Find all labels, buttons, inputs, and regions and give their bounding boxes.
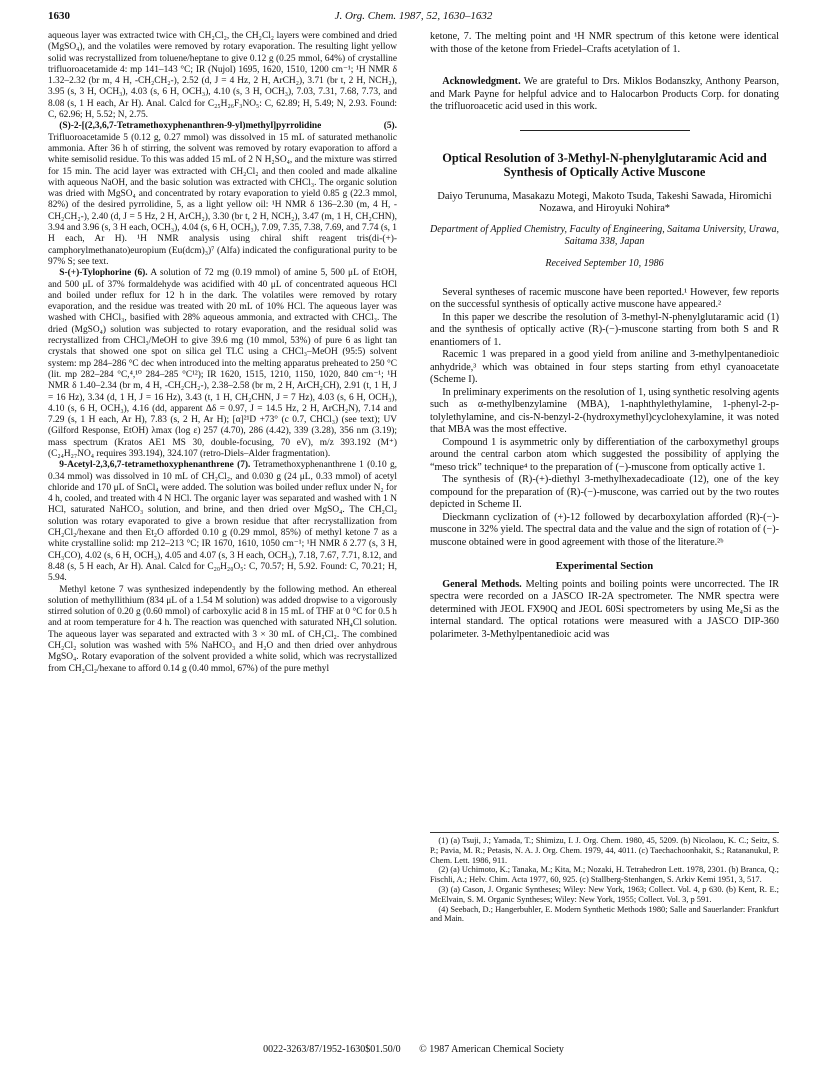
paragraph-text: Tetramethoxyphenanthrene 1 (0.10 g, 0.34 mmol) was dissolved in 10 mL of CH₂Cl₂, and 0.030 g (24 μL, 0.33 mmol) of acetyl chloride and 170 μL of SnCl₄ were added. The solution was boiled under reflux under N₂ for 4 h, cooled, and treated with 4 N HCl. The organic layer was separated and washed with 1 N HCl, saturated NaHCO₃ solution, and brine, and then dried over MgSO₄. The CH₂Cl₂ solution was rotary evaporated to give a brown residue that after recrystallization from CH₂Cl₂/hexane and then Et₂O afforded 0.10 g (0.29 mmol, 85%) of methyl ketone 7 as a white crystalline solid: mp 212–213 °C; IR 1670, 1610, 1050 cm⁻¹; ¹H NMR δ 2.77 (s, 3 H, CH₃CO), 4.02 (s, 6 H, OCH₃), 4.05 and 4.07 (s, 3 H each, OCH₃), 7.18, 7.67, 7.71, 8.12, and 8.48 (s, 5 H each, Ar H). Anal. Calcd for C₂₀H₂₀O₅: C, 70.57; H, 5.92. Found: C, 70.21; H, 5.94. — [48, 460, 397, 584]
paragraph — [430, 31, 779, 56]
left-column — [48, 31, 397, 675]
right-column — [430, 31, 779, 641]
paragraph — [48, 268, 397, 460]
paragraph: In this paper we describe the resolution of 3-methyl-N-phenylglutaramic acid (1) and the synthesis of optically active (R)-(−)-muscone starting from both S and R enantiomers of 1. — [430, 311, 779, 348]
received-date: Received September 10, 1986 — [545, 257, 664, 269]
experimental-heading: Experimental Section — [555, 561, 654, 573]
reference-item: (1) (a) Tsuji, J.; Yamada, T.; Shimizu, I. J. Org. Chem. 1980, 45, 5209. (b) Nicolaou, K. C.; Seitz, S. P.; Pavia, M. R.; Petasis, N. A. J. Org. Chem. 1979, 44, 4011. (c) Taechachoonhakit, S.; Ratananukul, P. Chem. Lett. 1986, 911. — [430, 836, 779, 865]
paragraph: Dieckmann cyclization of (+)-12 followed by decarboxylation afforded (R)-(−)-muscone in 32% yield. The spectral data and the value and the sign of rotation of (−)-muscone obtained were in good agreement with those of the literature.²ᵇ — [430, 511, 779, 548]
compound-heading: (S)-2-[(2,3,6,7-Tetramethoxyphenanthren-9-yl)methyl]pyrrolidine (5). — [59, 121, 397, 132]
paragraph: The synthesis of (R)-(+)-diethyl 3-methylhexadecadioate (12), one of the key compound for the preparation of (R)-(−)-muscone, was carried out by the two routes depicted in Scheme II. — [430, 474, 779, 511]
reference-item: (3) (a) Cason, J. Organic Syntheses; Wiley: New York, 1963; Collect. Vol. 4, p 630. (b) Kent, R. E.; McElvain, S. M. Organic Syntheses; Wiley: New York, 1955; Collect. Vol. 3, p 591. — [430, 884, 779, 904]
paragraph: Several syntheses of racemic muscone have been reported.¹ However, few reports on the successful synthesis of optically active muscone have appeared.² — [430, 286, 779, 311]
article-authors: Daiyo Terunuma, Masakazu Motegi, Makoto Tsuda, Takeshi Sawada, Hiromichi Nozawa, and Hiroyuki Nohira* — [437, 190, 772, 215]
reference-item: (4) Seebach, D.; Hangerbuhler, E. Modern Synthetic Methods 1980; Salle and Sauerlander: Frankfurt and Main. — [430, 904, 779, 924]
article-affiliation: Department of Applied Chemistry, Faculty of Engineering, Saitama University, Urawa, Saitama 338, Japan — [430, 223, 779, 247]
article-title: Optical Resolution of 3-Methyl-N-phenylglutaramic Acid and Synthesis of Optically Active Muscone — [442, 150, 767, 179]
paragraph: Compound 1 is asymmetric only by differentiation of the carboxymethyl groups around the central carbon atom which suggested the possibility of applying the “meso trick” technique⁴ to the preparation of (−)-muscone from optically active 1. — [430, 436, 779, 473]
general-methods-label: General Methods. — [442, 578, 522, 590]
references — [430, 832, 779, 924]
paragraph-text: ketone, 7. The melting point and ¹H NMR spectrum of this ketone were identical with those of the ketone from Friedel–Crafts acetylation of 1. — [430, 31, 779, 55]
paragraph — [48, 460, 397, 584]
paragraph — [48, 31, 397, 121]
paragraph — [48, 585, 397, 675]
reference-item: (2) (a) Uchimoto, K.; Tanaka, M.; Kita, M.; Nozaki, H. Tetrahedron Lett. 1978, 2301. (b) Branca, Q.; Fischli, A.; Helv. Chim. Acta 1977, 60, 925. (c) Stallberg-Stenhangen, S. Arkiv Kemi 1951, 3, 517. — [430, 865, 779, 885]
article-body — [430, 287, 779, 641]
page-header — [48, 10, 779, 30]
paragraph: In preliminary experiments on the resolution of 1, using synthetic resolving agents such as α-methylbenzylamine (MBA), 1-naphthylethylamine, 1-phenyl-2-p-tolylethylamine, and cis-N-benzyl-2-(hydroxymethyl)cyclohexylamine, it was noted that MBA was the most effective. — [430, 386, 779, 436]
paragraph — [430, 579, 779, 642]
article-divider — [520, 130, 690, 131]
journal-reference: J. Org. Chem. 1987, 52, 1630–1632 — [334, 10, 493, 22]
paragraph-text: Methyl ketone 7 was synthesized independently by the following method. An ethereal solution of methyllithium (834 μL of a 1.54 M solution) was added dropwise to a vigorously stirred solution of 0.20 g (0.60 mmol) of carboxylic acid 8 in 15 mL of THF at 0 °C for 0.5 h and at room temperature for 4 h. The reaction was quenched with saturated NH₄Cl solution. The aqueous layer was separated and extracted with 3 × 30 mL of CH₂Cl₂. The combined CH₂Cl₂ solution was washed with 5% NaHCO₃ and H₂O and then dried over anhydrous MgSO₄. Rotary evaporation of the solvent provided a white solid, which was recrystallized from CH₂Cl₂/hexane to afford 0.14 g (0.40 mmol, 67%) of the pure methyl — [48, 584, 397, 674]
right-column-top — [430, 31, 779, 114]
page-number: 1630 — [48, 10, 70, 22]
paragraph-text: Trifluoroacetamide 5 (0.12 g, 0.27 mmol) was dissolved in 15 mL of saturated methanolic ammonia. After 36 h of stirring, the solvent was removed by rotary evaporation to afford a white semisolid residue. To this was added 15 mL of 2 N H₂SO₄, and the mixture was stirred for 15 min. The acid layer was extracted with CH₂Cl₂ and then cooled and made alkaline with aqueous NaOH, and the basic solution was extracted with CHCl₃. The organic solution was dried with MgSO₄ and concentrated by rotary evaporation to yield 0.85 g (22.3 mmol, 82%) of the desired pyrrolidine, 5, as a light yellow oil: ¹H NMR δ 136–2.30 (m, 4 H, -CH₂CH₂-), 2.40 (d, J = 5 Hz, 2 H, ArCH₂), 3.30 (br t, 2 H, NCH₂), 3.47 (m, 1 H, CH₂CHN), 3.94 and 3.96 (s, 3 H each, OCH₃), 4.04 (s, 6 H, OCH₃), 7.09, 7.35, 7.38, 7.69, and 7.74 (s, 1 H each, Ar H). ¹H NMR analysis using chiral shift reagent tris(di-(+)-camphorylmethanato)europium (Eu(dcm)₃)⁷ (Alfa) indicated the configurational purity to be 97% S; see text. — [48, 132, 397, 267]
copyright: © 1987 American Chemical Society — [419, 1044, 564, 1055]
compound-heading: 9-Acetyl-2,3,6,7-tetramethoxyphenanthrene (7). — [59, 460, 251, 471]
paragraph-text: aqueous layer was extracted twice with CH₂Cl₂, the CH₂Cl₂ layers were combined and dried (MgSO₄), and the volatiles were removed by rotary evaporation. The resulting light yellow solid was recrystallized from toluene/heptane to give 0.12 g (0.25 mmol, 64%) of crystalline trifluoroacetamide 4: mp 141–143 °C; IR (Nujol) 1695, 1620, 1510, 1200 cm⁻¹; ¹H NMR δ 1.32–2.32 (br m, 4 H, -CH₂CH₂-), 2.52 (d, J = 4 Hz, 2 H, ArCH₂), 3.71 (br t, 2 H, NCH₂), 3.95 (s, 3 H, OCH₃), 4.03 (s, 6 H, OCH₃), 4.10 (s, 3 H, OCH₃), 7.03, 7.31, 7.68, 7.73, and 8.08 (s, 1 H each, Ar H). Anal. Calcd for C₂₅H₂₆F₃NO₅: C, 62.89; H, 5.49; N, 2.93. Found: C, 62.96; H, 5.52; N, 2.75. — [48, 31, 397, 121]
issn-code: 0022-3263/87/1952-1630$01.50/0 — [263, 1044, 401, 1055]
paragraph: Racemic 1 was prepared in a good yield from aniline and 3-methylpentanedioic anhydride,³ which was obtained in four steps starting from ethyl cyanoacetate (Scheme I). — [430, 349, 779, 386]
acknowledgment-text: We are grateful to Drs. Miklos Bodanszky, Anthony Pearson, and Mark Payne for helpful advice and to Halocarbon Products Corp. for donating the trifluoroacetic acid used in this work. — [430, 76, 779, 112]
paragraph-text: A solution of 72 mg (0.19 mmol) of amine 5, 500 μL of EtOH, and 500 μL of 37% formaldehyde was acidified with 40 μL of concentrated aqueous HCl and boiled under reflux for 12 h in the dark. The volatiles were removed by rotary evaporation, and the residue was treated with 20 mL of 10% HCl. The aqueous layer was washed with CHCl₃, basified with 28% aqueous ammonia, and extracted with CHCl₃. The dried (MgSO₄) solution was subjected to rotary evaporation, and the residual solid was recrystallized from CHCl₃/MeOH to give 39.6 mg (10 mmol, 53%) of pure 6 as light tan crystals that showed one spot on silica gel TLC using a CHCl₃–MeOH (95:5) solvent system: mp 284–286 °C dec when introduced into the melting apparatus preheated to 250 °C (lit. mp 282–284 °C,⁴,¹⁰ 284–285 °C¹²); IR 1620, 1515, 1210, 1150, 1020, 840 cm⁻¹; ¹H NMR δ 1.40–2.34 (br m, 4 H, -CH₂CH₂-), 2.38–2.58 (br m, 2 H, ArCH₂CH), 2.91 (t, 1 H, J = 16 Hz), 3.34 (d, 1 H, J = 16 Hz), 3.43 (t, 1 H, CH₂CHN, J = 7 Hz), 4.03 (s, 6 H, OCH₃), 4.10 (s, 6 H, OCH₃), 4.16 (dd, apparent Δδ = 0.97, J = 14.5 Hz, 2 H, ArCH₂N), 7.14 and 7.29 (s, 1 H each, Ar H), 7.83 (s, 2 H, Ar H); [α]²¹D +73° (c 0.7, CHCl₃) (see text); UV (Gilford Response, EtOH) λmax (log ε) 257 (4.70), 286 (4.42), 339 (3.28), 356 nm (3.19); mass spectrum (Kratos AE1 MS 30, double-focusing, 70 eV), m/z 393.192 (M⁺) (C₂₄H₂₇NO₄ requires 393.194), 324.107 (retro-Diels–Alder fragmentation). — [48, 268, 397, 459]
compound-heading: S-(+)-Tylophorine (6). — [59, 268, 148, 279]
page-footer — [48, 1044, 779, 1055]
acknowledgment — [430, 76, 779, 114]
paragraph-text: Melting points and boiling points were uncorrected. The IR spectra were recorded on a JASCO IR-2A spectrometer. The NMR spectra were determined with JEOL FX90Q and JEOL 60Si spectrometers by using Me₄Si as the internal standard. The optical rotations were measured with a JASCO DIP-360 polarimeter. 3-Methylpentanedioic acid was — [430, 578, 780, 640]
acknowledgment-label: Acknowledgment. — [442, 76, 521, 87]
paragraph — [48, 121, 397, 268]
